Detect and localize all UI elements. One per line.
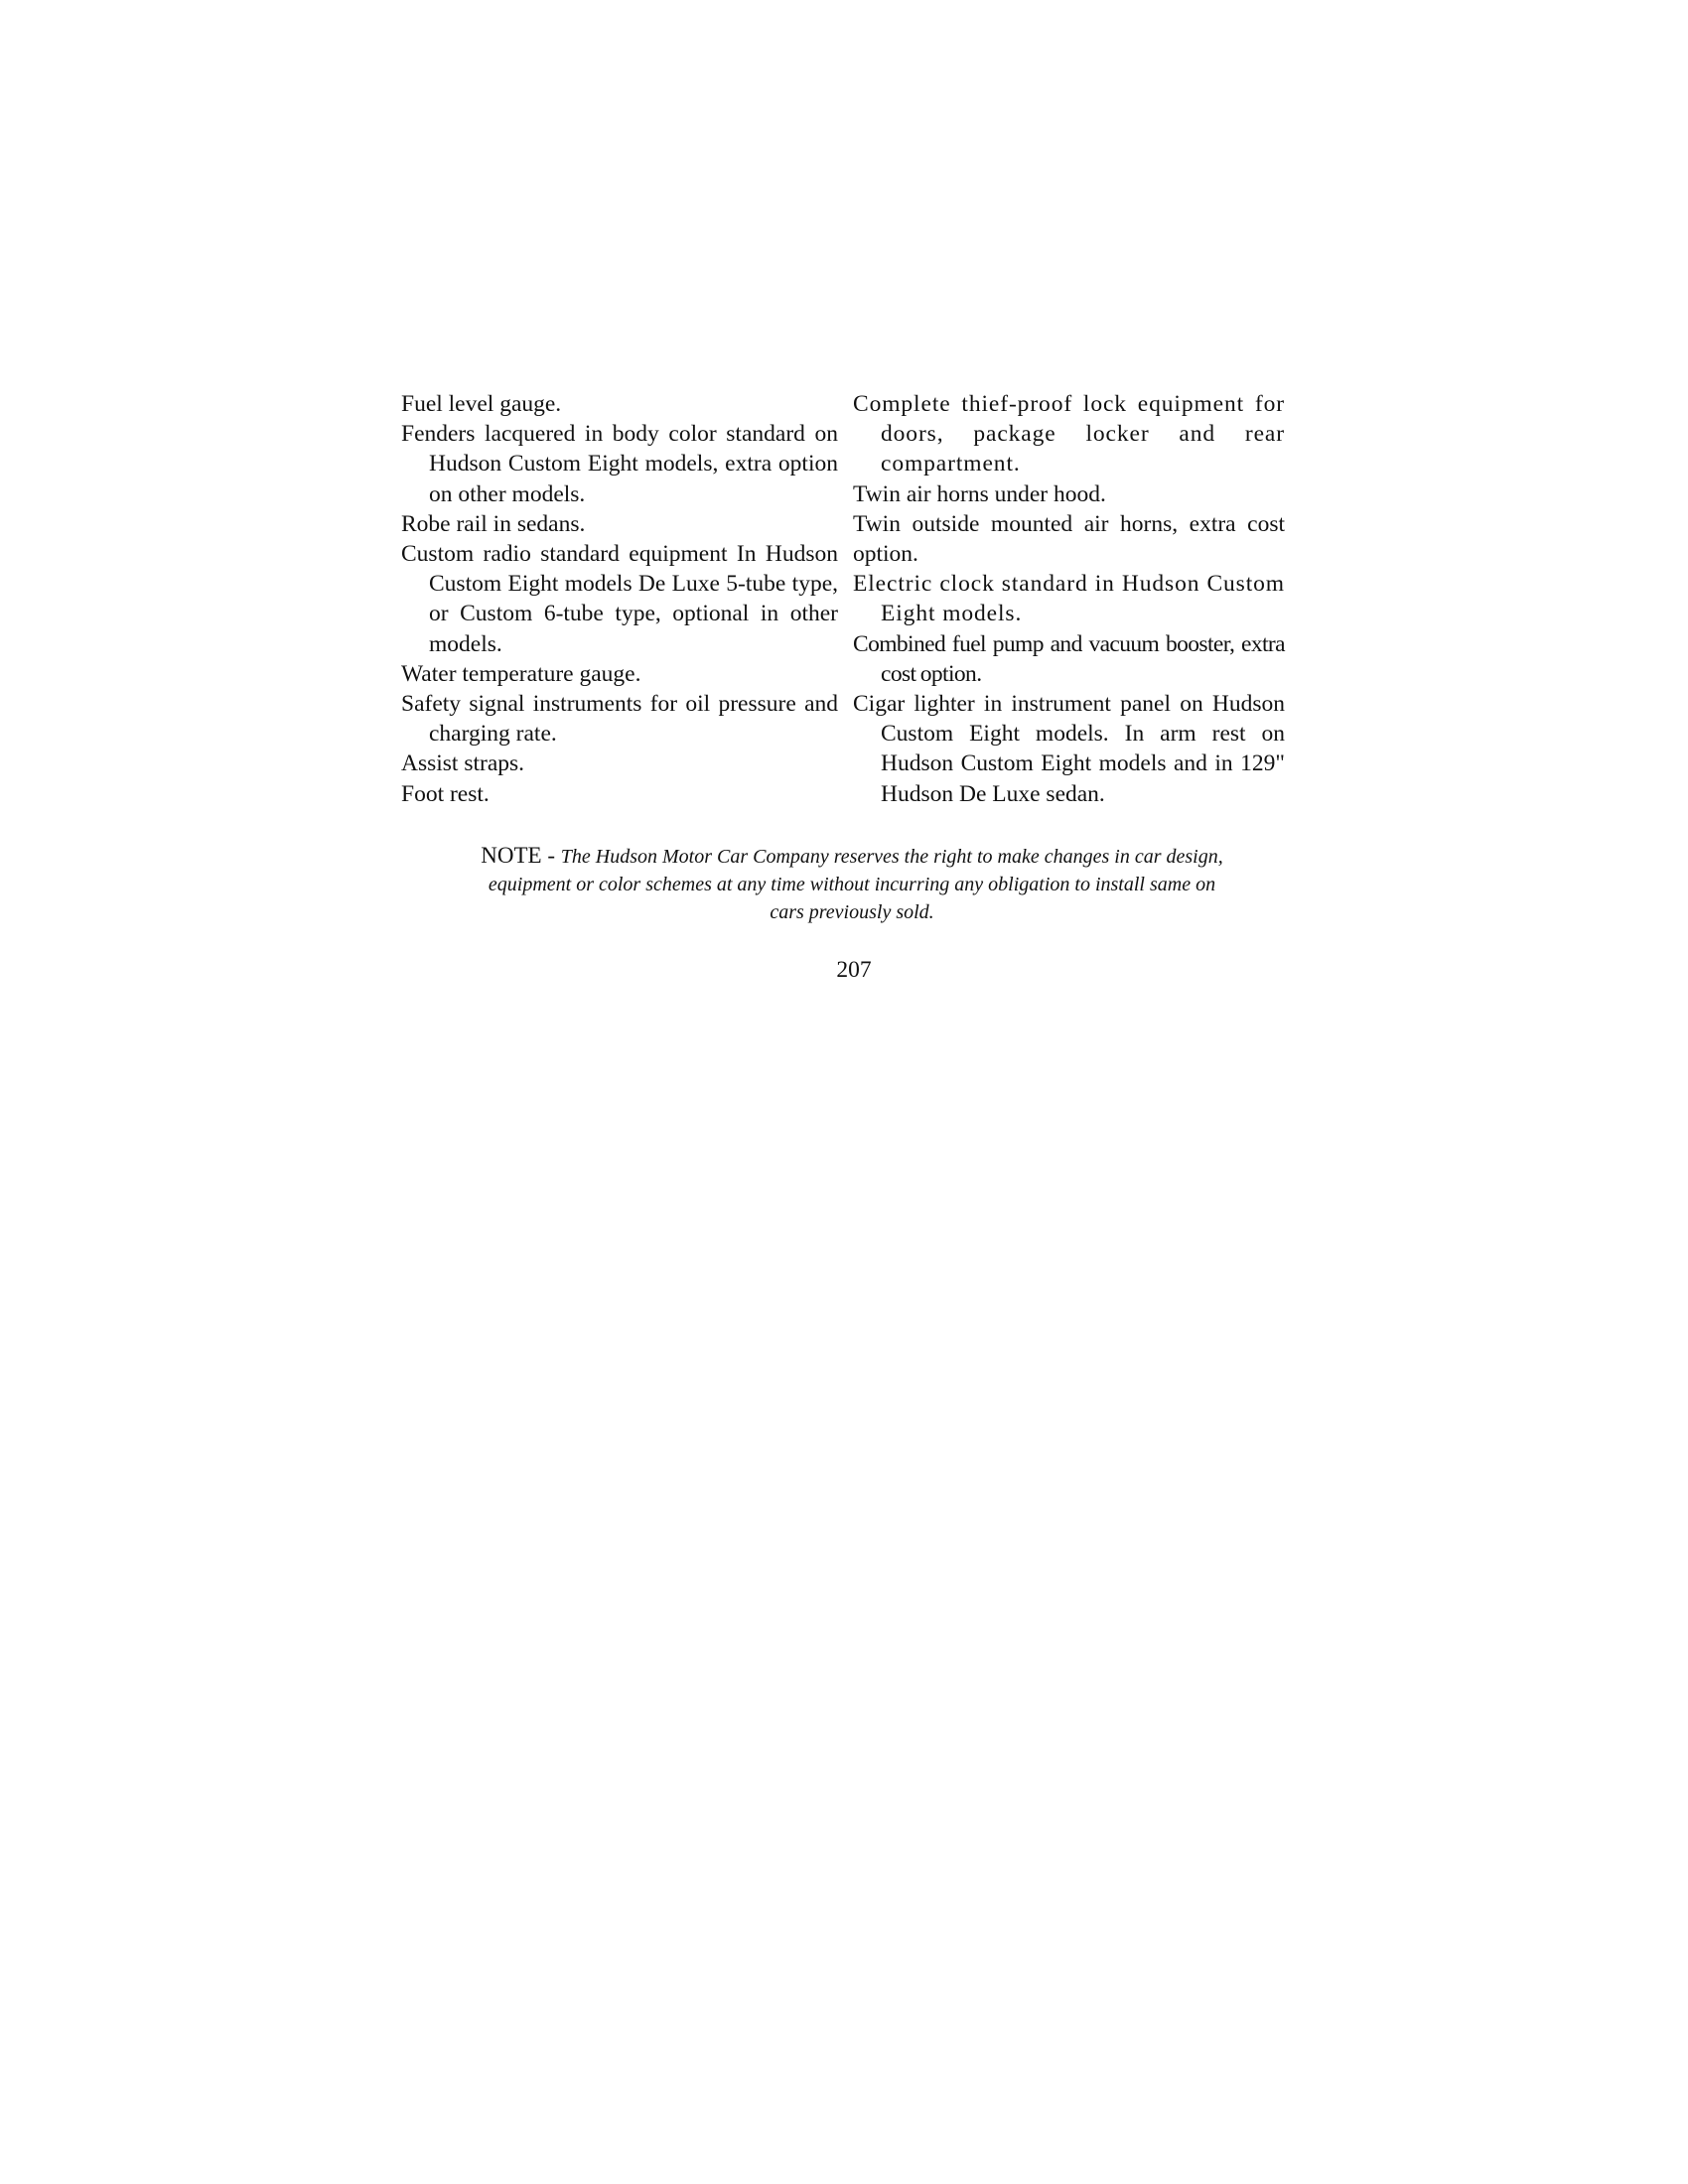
list-item: Robe rail in sedans. xyxy=(401,510,586,537)
disclaimer-note xyxy=(475,842,1229,926)
list-item: Foot rest. xyxy=(401,780,490,807)
list-item: Water temperature gauge. xyxy=(401,660,641,687)
list-item: Assist straps. xyxy=(401,751,525,777)
list-item: Fuel level gauge. xyxy=(401,391,562,417)
list-item: Combined fuel pump and vacuum booster, extra cost option. xyxy=(853,630,1285,687)
equipment-list xyxy=(401,389,1285,809)
right-column xyxy=(853,389,1285,809)
list-item: Custom radio standard equipment In Hudson Custom Eight models De Luxe 5-tube type, or Custom 6-tube type, optional in other models. xyxy=(401,541,838,657)
note-label: NOTE - xyxy=(481,843,561,868)
page-number: 207 xyxy=(836,957,872,983)
list-item: Electric clock standard in Hudson Custom Eight models. xyxy=(853,571,1285,627)
list-item: Fenders lacquered in body color standard on Hudson Custom Eight models, extra option on other models. xyxy=(401,421,838,507)
note-text: The Hudson Motor Car Company reserves the right to make changes in car design, equipment or color schemes at any time without incurring any obligation to install same on cars previously sold. xyxy=(488,846,1223,923)
list-item: Safety signal instruments for oil pressure and charging rate. xyxy=(401,691,838,748)
list-item: Twin outside mounted air horns, extra cost option. xyxy=(853,510,1285,568)
left-column xyxy=(401,389,838,809)
list-item: Complete thief-proof lock equipment for doors, package locker and rear compartment. xyxy=(853,391,1285,478)
list-item: Twin air horns under hood. xyxy=(853,480,1106,507)
list-item: Cigar lighter in instrument panel on Hudson Custom Eight models. In arm rest on Hudson Custom Eight models and in 129" Hudson De Luxe sedan. xyxy=(853,691,1285,807)
